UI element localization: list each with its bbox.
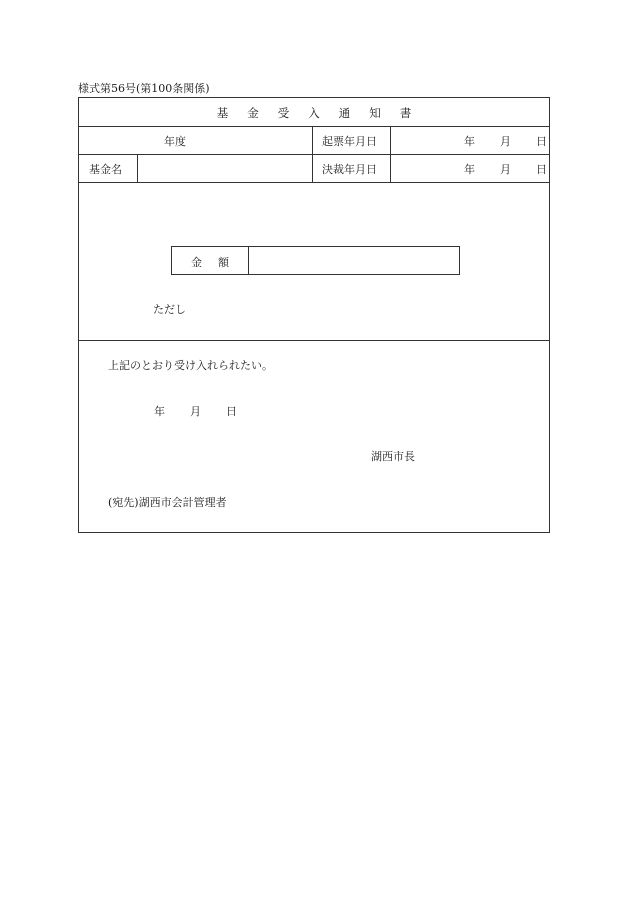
fiscal-year-label: 年度: [164, 135, 186, 148]
notice-form: [78, 97, 550, 533]
notice-date-day: 日: [226, 405, 237, 418]
approval-date-day: 日: [536, 163, 547, 176]
approval-date-month: 月: [500, 163, 511, 176]
fund-name-label: 基金名: [89, 163, 122, 176]
draft-date-label: 起票年月日: [322, 135, 377, 148]
approval-date-label: 決裁年月日: [322, 163, 377, 176]
draft-date-day: 日: [536, 135, 547, 148]
amount-box: [171, 246, 460, 275]
column-divider: [390, 126, 391, 182]
form-number-label: 様式第56号(第100条関係): [78, 82, 210, 95]
fund-name-input[interactable]: [138, 155, 312, 182]
notice-date-month: 月: [190, 405, 201, 418]
draft-date-year: 年: [464, 135, 475, 148]
approval-date-year: 年: [464, 163, 475, 176]
row-divider: [79, 340, 549, 341]
addressee: (宛先)湖西市会計管理者: [108, 496, 227, 509]
amount-label: 金額: [191, 256, 245, 269]
notice-text: 上記のとおり受け入れられたい。: [108, 359, 273, 372]
form-title: 基金受入通知書: [216, 106, 431, 120]
row-divider: [79, 182, 549, 183]
notice-date-year: 年: [154, 405, 165, 418]
amount-input[interactable]: [248, 247, 459, 274]
fiscal-year-input[interactable]: [79, 127, 159, 154]
proviso-label: ただし: [153, 303, 186, 316]
column-divider: [312, 126, 313, 182]
issuer-name: 湖西市長: [371, 450, 415, 463]
draft-date-month: 月: [500, 135, 511, 148]
